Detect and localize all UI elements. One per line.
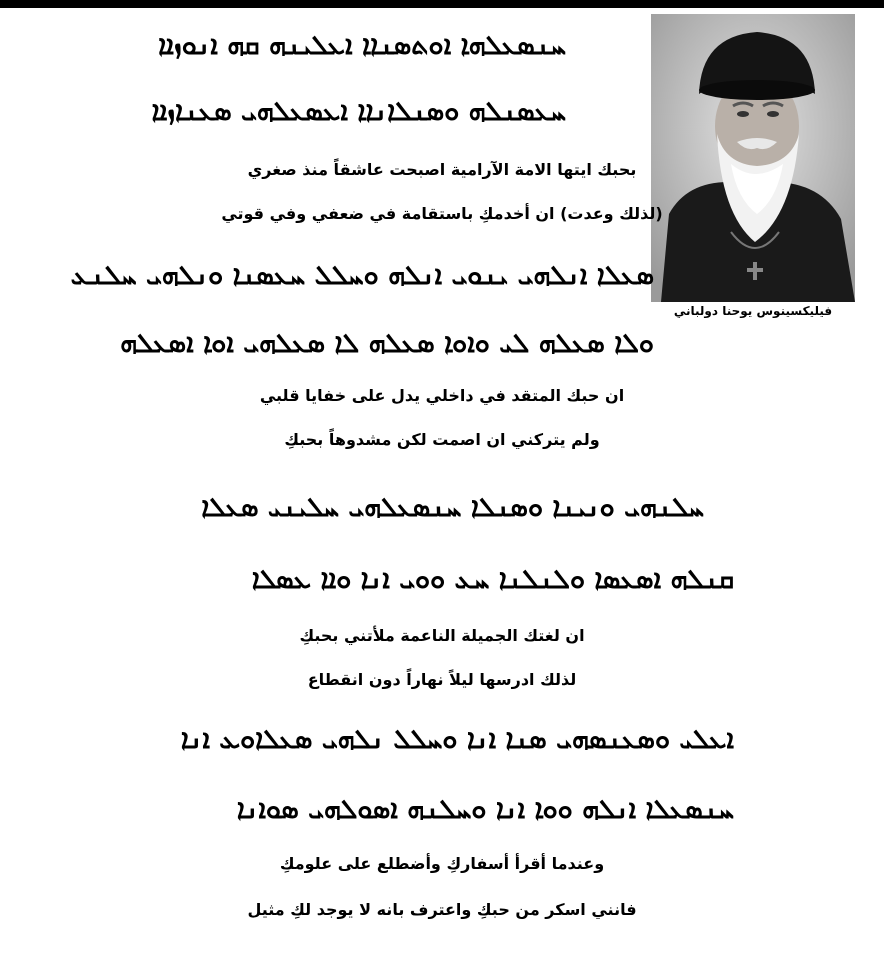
top-bar xyxy=(0,0,884,8)
arabic-verse-5: ان لغتك الجميلة الناعمة ملأتني بحبكِ xyxy=(299,626,585,645)
syriac-verse-3: ܣܥܠܐ ܐܢܠܗܝ ܝܢܘܝ ܐܢܠܗ ܘܚܠܠ ܚܥܣܢܐ ܘܢܠܗܝ ܚܠܢܥ xyxy=(70,260,654,291)
syriac-verse-7: ܐܥܠܝ ܘܣܥܢܣܗܝ ܣܢܐ ܐܢܐ ܘܚܠܠ ܢܠܗܝ ܣܥܠܐܘܥ ܐܢܐ xyxy=(180,724,734,755)
portrait-photo xyxy=(651,14,855,302)
arabic-verse-7: وعندما أقرأ أسفاركِ وأضطلع على علومكِ xyxy=(279,854,605,873)
arabic-verse-2: (لذلك وعدت) ان أخدمكِ باستقامة في ضعفي وفي قوتي xyxy=(221,204,663,223)
syriac-verse-2: ܚܥܣܢܠܗ ܘܣܢܠܐܢܐܐ ܐܥܣܥܠܗܝ ܣܥܢܐܙܐܐ xyxy=(151,96,566,127)
arabic-verse-1: بحبك ايتها الامة الآرامية اصبحت عاشقاً منذ صغري xyxy=(247,160,637,179)
arabic-verse-3: ان حبك المتقد في داخلي يدل على خفايا قلبي xyxy=(259,386,625,405)
page xyxy=(0,8,884,960)
syriac-verse-1: ܚܢܣܥܠܗܐ ܐܘܬܣܢܐܐ ܐܥܠܝܢܗ ܩܗ ܐܢܘܙܐܐ xyxy=(158,30,566,61)
syriac-verse-4: ܘܠܐ ܣܥܠܗ ܠܝ ܘܐܘܐ ܣܥܠܗ ܠܐ ܣܥܠܗܝ ܐܘܐ ܐܣܥܠܗ xyxy=(120,328,654,359)
syriac-verse-8: ܚܢܣܥܠܐ ܐܢܠܗ ܘܘܐ ܐܢܐ ܘܚܠܢܗ ܐܣܘܠܗܝ ܣܘܐܢܐ xyxy=(236,794,734,825)
syriac-verse-6: ܩܢܠܗ ܐܣܥܣܐ ܘܠܢܠܢܐ ܚܥ ܘܘܝ ܐܢܐ ܘܐܐ ܥܣܠܐ xyxy=(251,564,734,595)
portrait-caption: فيليكسينوس يوحنا دولباني xyxy=(673,304,833,318)
syriac-verse-5: ܚܠܢܗܝ ܘܢܝܢܐ ܘܣܢܠܐ ܚܢܣܥܠܗܝ ܚܠܝܢܝ ܣܥܠܐ xyxy=(201,492,704,523)
arabic-verse-4: ولم يتركني ان اصمت لكن مشدوهاً بحبكِ xyxy=(284,430,600,449)
arabic-verse-6: لذلك ادرسها ليلاً نهاراً دون انقطاع xyxy=(307,670,577,689)
arabic-verse-8: فانني اسكر من حبكِ واعترف بانه لا يوجد لكِ مثيل xyxy=(247,900,637,919)
